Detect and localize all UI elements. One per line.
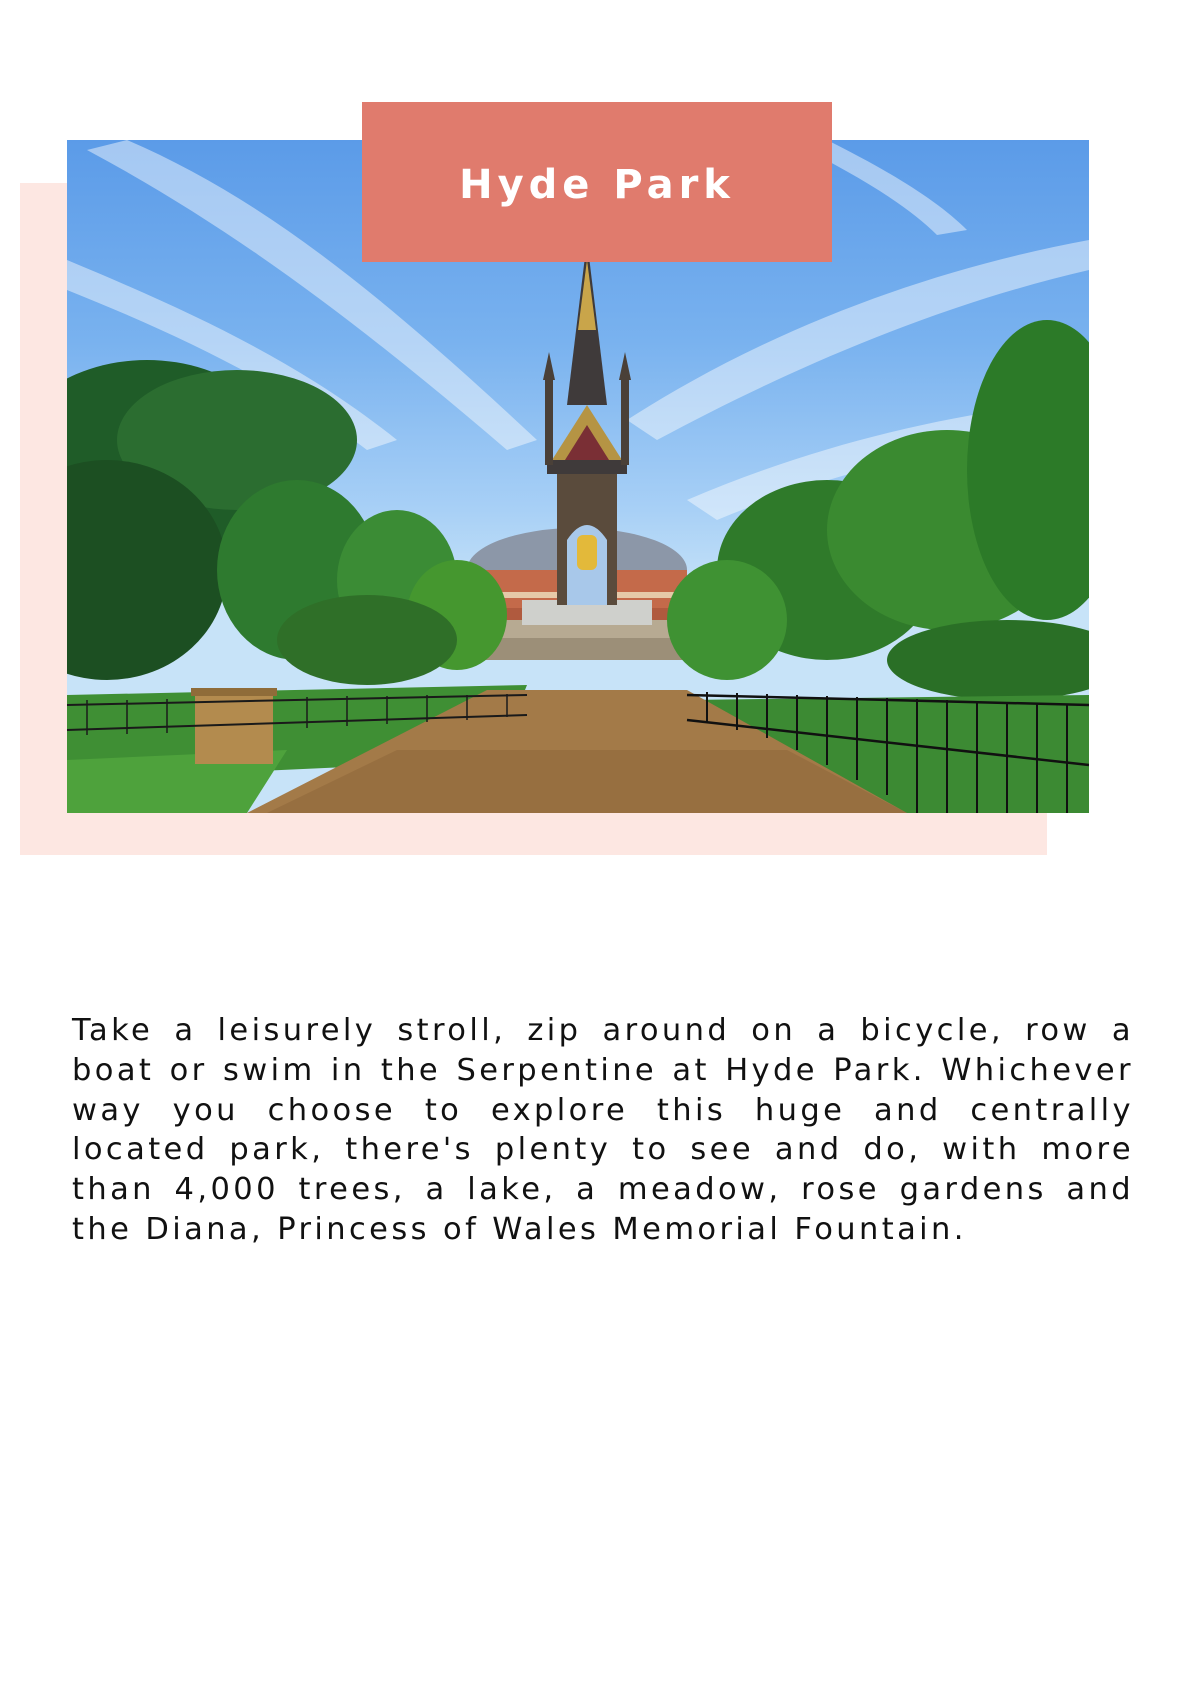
page-title: Hyde Park (459, 162, 735, 208)
title-banner (362, 102, 832, 262)
description-paragraph: Take a leisurely stroll, zip around on a bicycle, row a boat or swim in the Serpentine at Hyde Park. Whichever way you choose to explore this huge and centrally located park, there's plenty to see and do, with more than 4,000 trees, a lake, a meadow, rose gardens and the Diana, Princess of Wales Memorial Fountain. (72, 1013, 1134, 1247)
